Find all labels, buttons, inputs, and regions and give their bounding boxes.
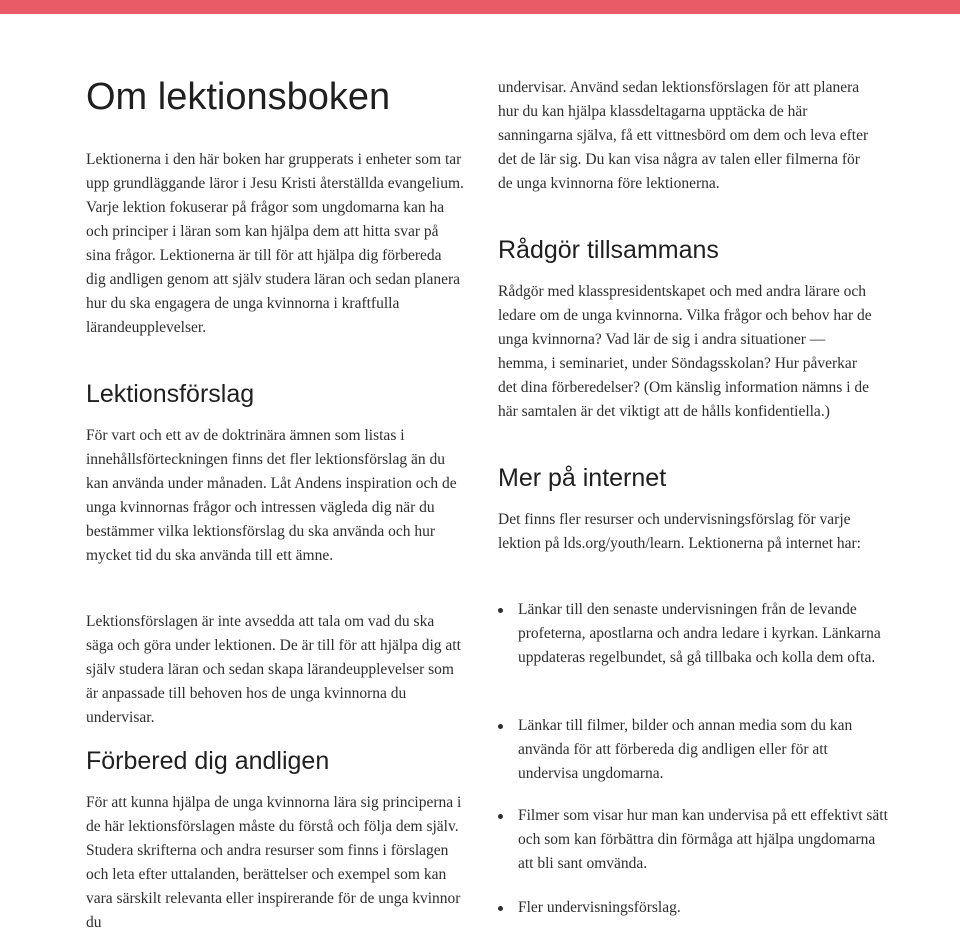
list-item — [518, 896, 888, 920]
page-title: Om lektionsboken — [86, 76, 391, 118]
list-item — [518, 714, 888, 786]
list-item — [518, 598, 888, 670]
heading-radgor: Rådgör tillsammans — [498, 236, 719, 264]
bullet-dot-icon — [498, 906, 503, 911]
heading-internet: Mer på internet — [498, 464, 667, 492]
heading-lektionsforslag: Lektionsförslag — [86, 380, 255, 408]
list-item-text: Länkar till filmer, bilder och annan media som du kan använda för att förbereda dig andligen eller för att undervisa ungdomarna. — [518, 717, 853, 782]
bullet-dot-icon — [498, 608, 503, 613]
bullet-dot-icon — [498, 724, 503, 729]
lektionsforslag-paragraph-2: Lektionsförslagen är inte avsedda att tala om vad du ska säga och göra under lektionen. De är till för att hjälpa dig att själv studera läran och sedan skapa lärandeupplevelser som är anpassade till behoven hos de unga kvinnorna du undervisar. — [86, 613, 461, 726]
accent-top-bar — [0, 0, 960, 14]
list-item — [518, 804, 888, 876]
continued-paragraph: undervisar. Använd sedan lektionsförslagen för att planera hur du kan hjälpa klassdeltagarna upptäcka de här sanningarna själva, få ett vittnesbörd om dem och leva efter det de lär sig. Du kan visa några av talen eller filmerna för de unga kvinnorna före lektionerna. — [498, 79, 869, 192]
radgor-paragraph-1: Rådgör med klasspresidentskapet och med andra lärare och ledare om de unga kvinnorna. Vilka frågor och behov har de unga kvinnorna? Vad lär de sig i andra situationer — hemma, i seminariet, under Söndagsskolan? Hur påverkar det dina förberedelser? (Om känslig information nämns i de här samtalen är det viktigt att de hålls konfidentiella.) — [498, 283, 872, 420]
forbered-paragraph-1: För att kunna hjälpa de unga kvinnorna lära sig principerna i de här lektionsförslagen måste du förstå och följa dem själv. Studera skrifterna och andra resurser som finns i förslagen och leta efter uttalanden, berättelser och exempel som kan vara särskilt relevanta eller inspirerande för de unga kvinnor du — [86, 794, 462, 931]
list-item-text: Fler undervisningsförslag. — [518, 899, 681, 916]
bullet-dot-icon — [498, 814, 503, 819]
heading-forbered: Förbered dig andligen — [86, 747, 330, 775]
internet-paragraph-1: Det finns fler resurser och undervisningsförslag för varje lektion på lds.org/youth/learn. Lektionerna på internet har: — [498, 511, 861, 552]
intro-paragraph: Lektionerna i den här boken har grupperats i enheter som tar upp grundläggande läror i Jesu Kristi återställda evangelium. Varje lektion fokuserar på frågor som ungdomarna kan ha och principer i läran som kan hjälpa dem att hitta svar på sina frågor. Lektionerna är till för att hjälpa dig förbereda dig andligen genom att själv studera läran och sedan planera hur du ska engagera de unga kvinnorna i kraftfulla lärandeupplevelser. — [86, 151, 464, 336]
list-item-text: Filmer som visar hur man kan undervisa på ett effektivt sätt och som kan förbättra din förmåga att hjälpa ungdomarna att bli sant omvända. — [518, 807, 888, 872]
lektionsforslag-paragraph-1: För vart och ett av de doktrinära ämnen som listas i innehållsförteckningen finns det fler lektionsförslag än du kan använda under månaden. Låt Andens inspiration och de unga kvinnornas frågor och intressen vägleda dig när du bestämmer vilka lektionsförslag du ska använda och hur mycket tid du ska använda till ett ämne. — [86, 427, 457, 564]
list-item-text: Länkar till den senaste undervisningen från de levande profeterna, apostlarna och andra ledare i kyrkan. Länkarna uppdateras regelbundet, så gå tillbaka och kolla dem ofta. — [518, 601, 881, 666]
